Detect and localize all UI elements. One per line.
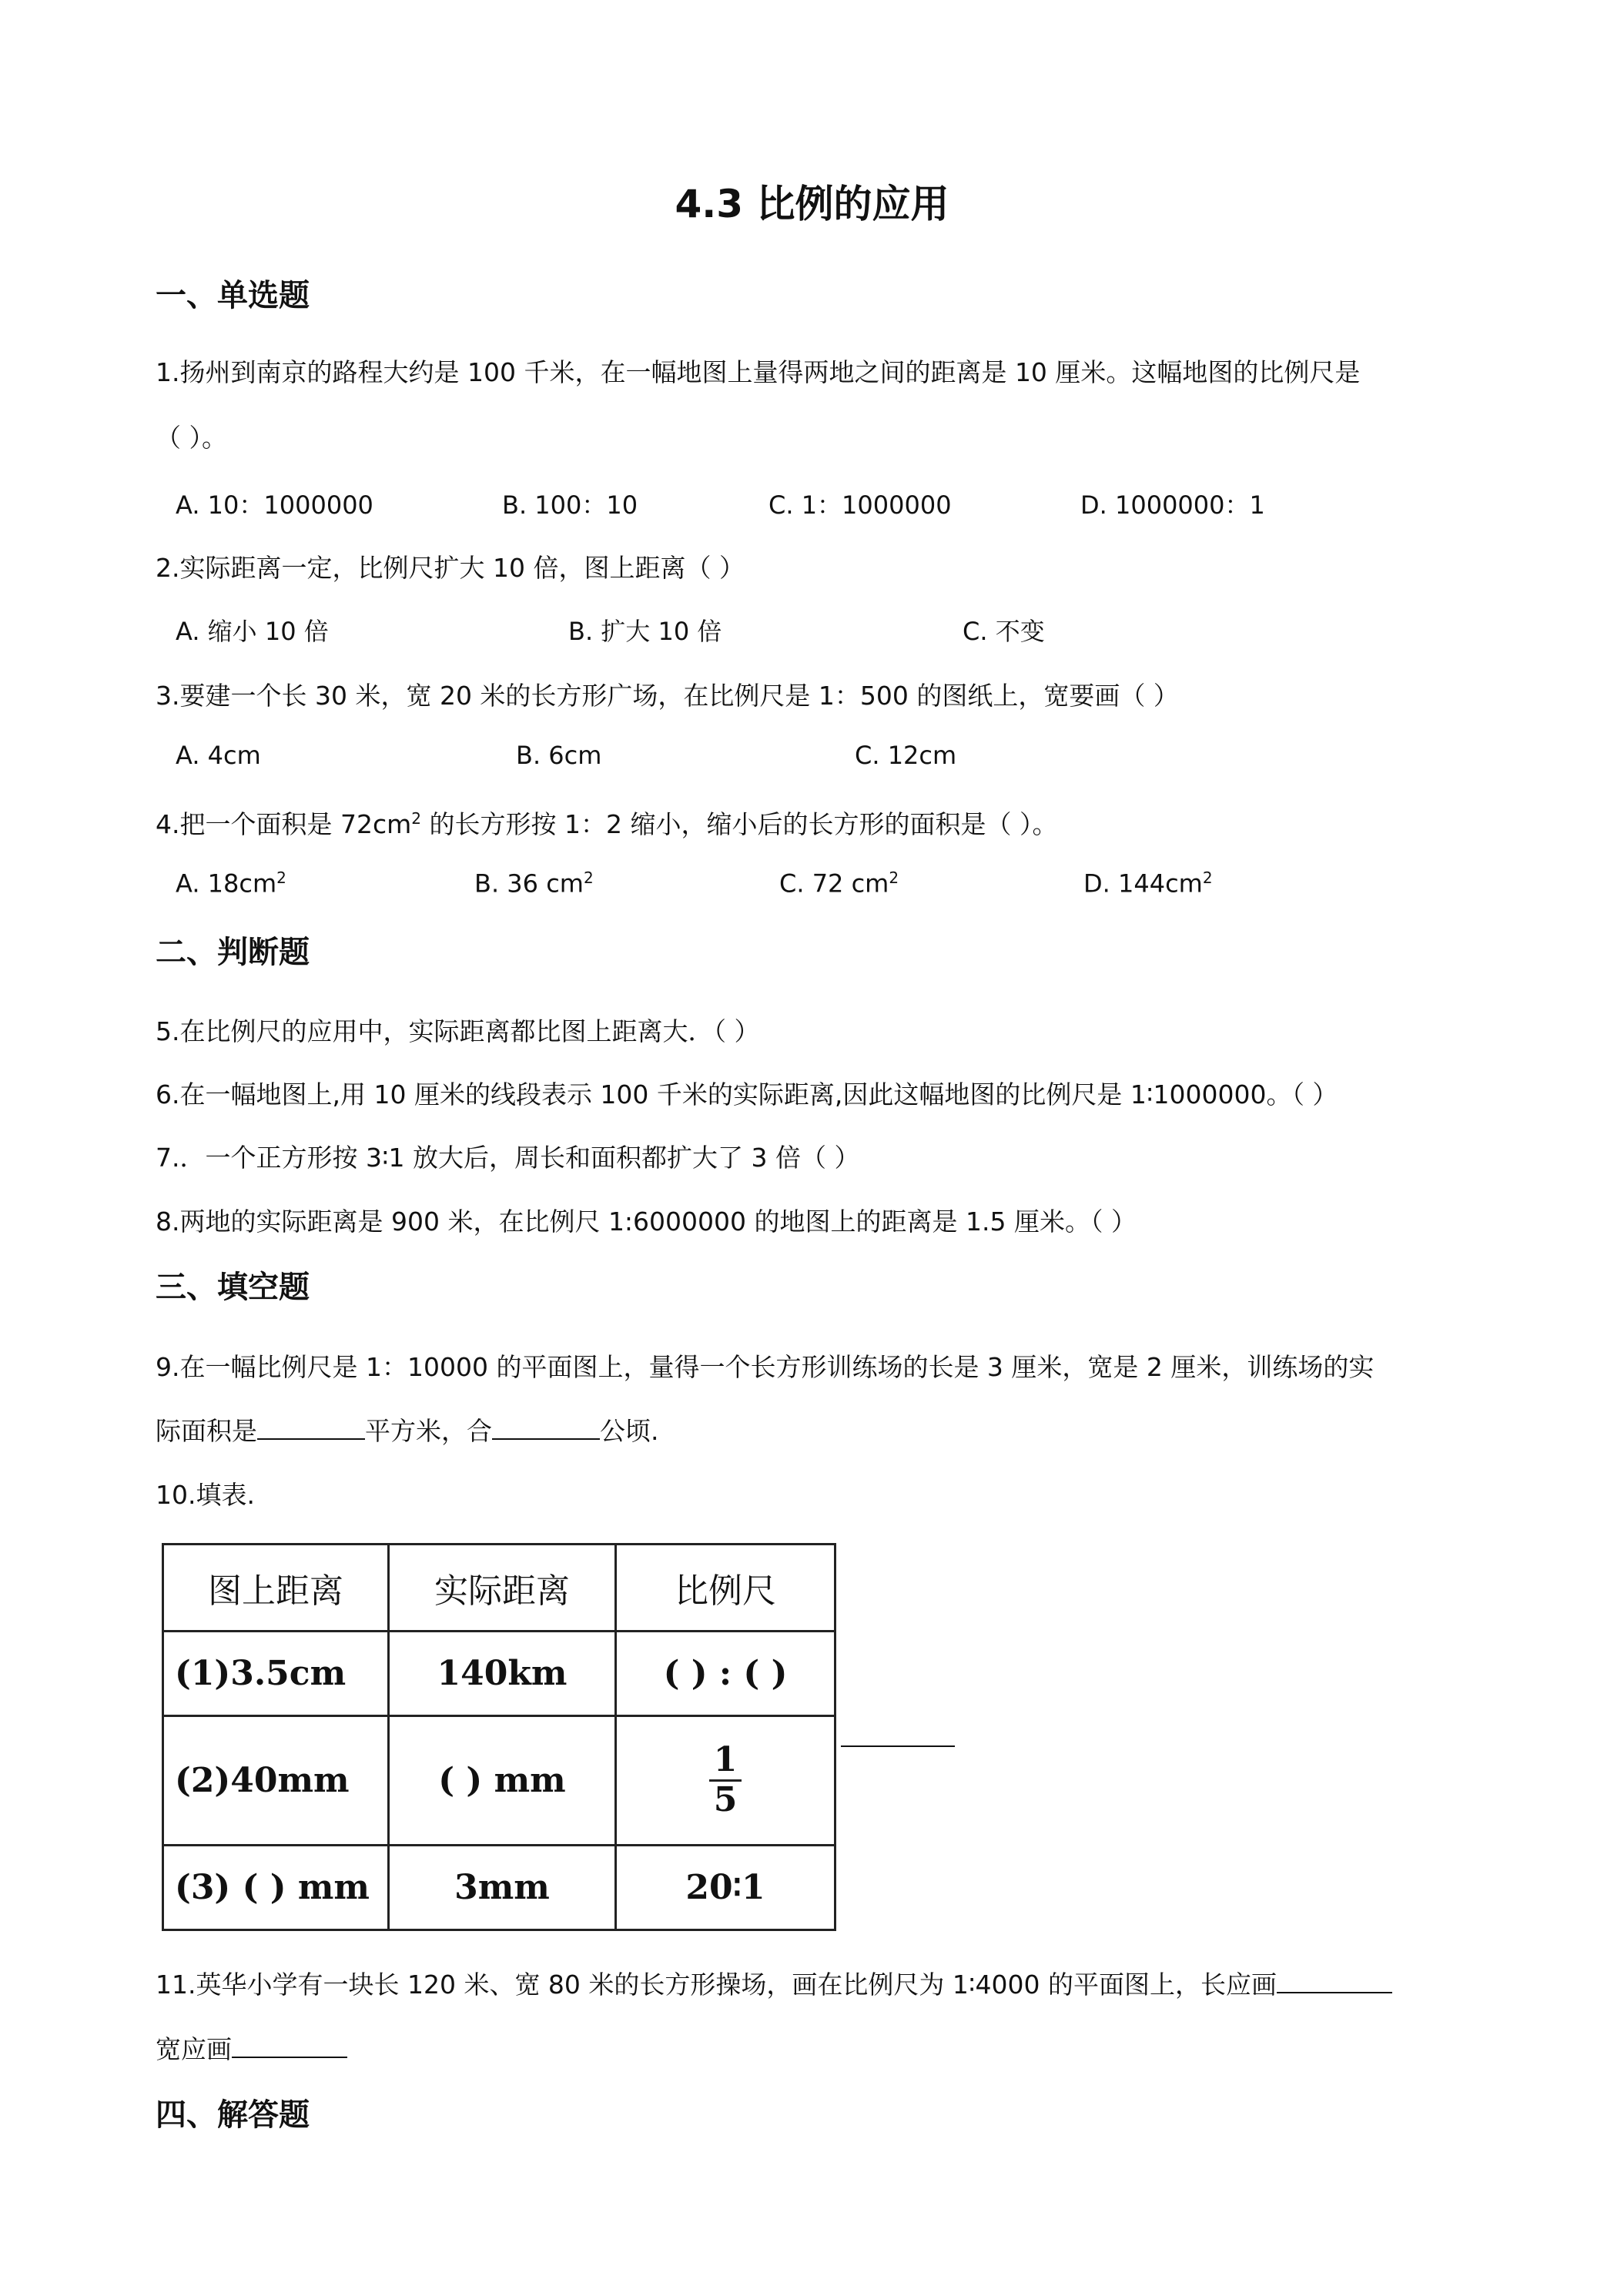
table-row	[163, 1716, 835, 1846]
question-2: 2.实际距离一定，比例尺扩大 10 倍，图上距离（ ）	[156, 553, 745, 583]
q1-option-b: B. 100：10	[502, 490, 638, 520]
table-header-scale: 比例尺	[616, 1545, 835, 1632]
table-row	[163, 1632, 835, 1716]
q4-option-a: A. $18cm^2$	[176, 869, 286, 899]
page-title: 4.3 比例的应用	[675, 182, 949, 226]
question-11: 11.英华小学有一块长 120 米、宽 80 米的长方形操场，画在比例尺为 1∶4000 的平面图上，长应画	[156, 1965, 1392, 2001]
table-cell[interactable]: ( ) : ( )	[616, 1632, 835, 1716]
question-8: 8.两地的实际距离是 900 米，在比例尺 1:6000000 的地图上的距离是 1.5 厘米。（ ）	[156, 1207, 1137, 1237]
q9-blank-2[interactable]	[492, 1415, 600, 1440]
q3-option-a: A. 4cm	[176, 741, 261, 770]
q2-option-a: A. 缩小 10 倍	[176, 617, 329, 646]
q3-option-b: B. 6cm	[516, 741, 602, 770]
q1-option-c: C. 1：1000000	[768, 490, 952, 520]
question-6: 6.在一幅地图上,用 10 厘米的线段表示 100 千米的实际距离,因此这幅地图的比例尺是 1∶1000000。（ ）	[156, 1079, 1338, 1110]
q9-blank-1[interactable]	[257, 1415, 365, 1440]
question-11-continuation: 宽应画	[156, 2030, 347, 2066]
q10-answer-blank[interactable]	[841, 1745, 955, 1747]
table-cell[interactable]: (3) ( ) mm	[163, 1846, 389, 1930]
section-heading-solve: 四、解答题	[156, 2097, 310, 2133]
table-cell: (1)3.5cm	[163, 1632, 389, 1716]
question-1: 1.扬州到南京的路程大约是 100 千米，在一幅地图上量得两地之间的距离是 10 厘米。这幅地图的比例尺是	[156, 357, 1361, 387]
table-header-map-distance: 图上距离	[163, 1545, 389, 1632]
fill-table	[162, 1543, 836, 1931]
question-9: 9.在一幅比例尺是 1：10000 的平面图上，量得一个长方形训练场的长是 3 厘米，宽是 2 厘米，训练场的实	[156, 1352, 1375, 1382]
table-header-actual-distance: 实际距离	[389, 1545, 616, 1632]
section-heading-fill-blank: 三、填空题	[156, 1270, 310, 1305]
table-cell[interactable]: ( ) mm	[389, 1716, 616, 1846]
question-10: 10.填表.	[156, 1480, 255, 1510]
q2-option-c: C. 不变	[963, 617, 1045, 646]
table-cell: 140km	[389, 1632, 616, 1716]
q4-option-c: C. 72 $cm^2$	[779, 869, 899, 899]
q4-option-d: D. $144cm^2$	[1083, 869, 1213, 899]
q4-option-b: B. 36 $cm^2$	[474, 869, 594, 899]
q1-option-d: D. 1000000：1	[1080, 490, 1265, 520]
q11-blank-width[interactable]	[232, 2033, 347, 2058]
fraction: $\frac{1}{5}$	[709, 1742, 742, 1819]
question-3: 3.要建一个长 30 米，宽 20 米的长方形广场，在比例尺是 1：500 的图纸上，宽要画（ ）	[156, 681, 1179, 711]
q3-option-c: C. 12cm	[855, 741, 957, 770]
q1-option-a: A. 10：1000000	[176, 490, 373, 520]
q2-option-b: B. 扩大 10 倍	[568, 617, 722, 646]
question-1-continuation: （ ）。	[156, 423, 227, 453]
table-cell: (2)40mm	[163, 1716, 389, 1846]
table-cell-fraction	[616, 1716, 835, 1846]
question-7: 7.．一个正方形按 3∶1 放大后，周长和面积都扩大了 3 倍（ ）	[156, 1143, 860, 1173]
table-cell: 20∶1	[616, 1846, 835, 1930]
question-4: 4.把一个面积是 $72cm^2$ 的长方形按 1：2 缩小，缩小后的长方形的面积是（ ）。	[156, 809, 1058, 839]
table-row	[163, 1846, 835, 1930]
section-heading-true-false: 二、判断题	[156, 935, 310, 970]
table-cell: 3mm	[389, 1846, 616, 1930]
question-9-continuation: 际面积是 平方米，合 公顷.	[156, 1416, 659, 1446]
section-heading-single-choice: 一、单选题	[156, 278, 310, 313]
question-5: 5.在比例尺的应用中，实际距离都比图上距离大．（ ）	[156, 1016, 760, 1046]
q11-blank-length[interactable]	[1277, 1969, 1392, 1993]
